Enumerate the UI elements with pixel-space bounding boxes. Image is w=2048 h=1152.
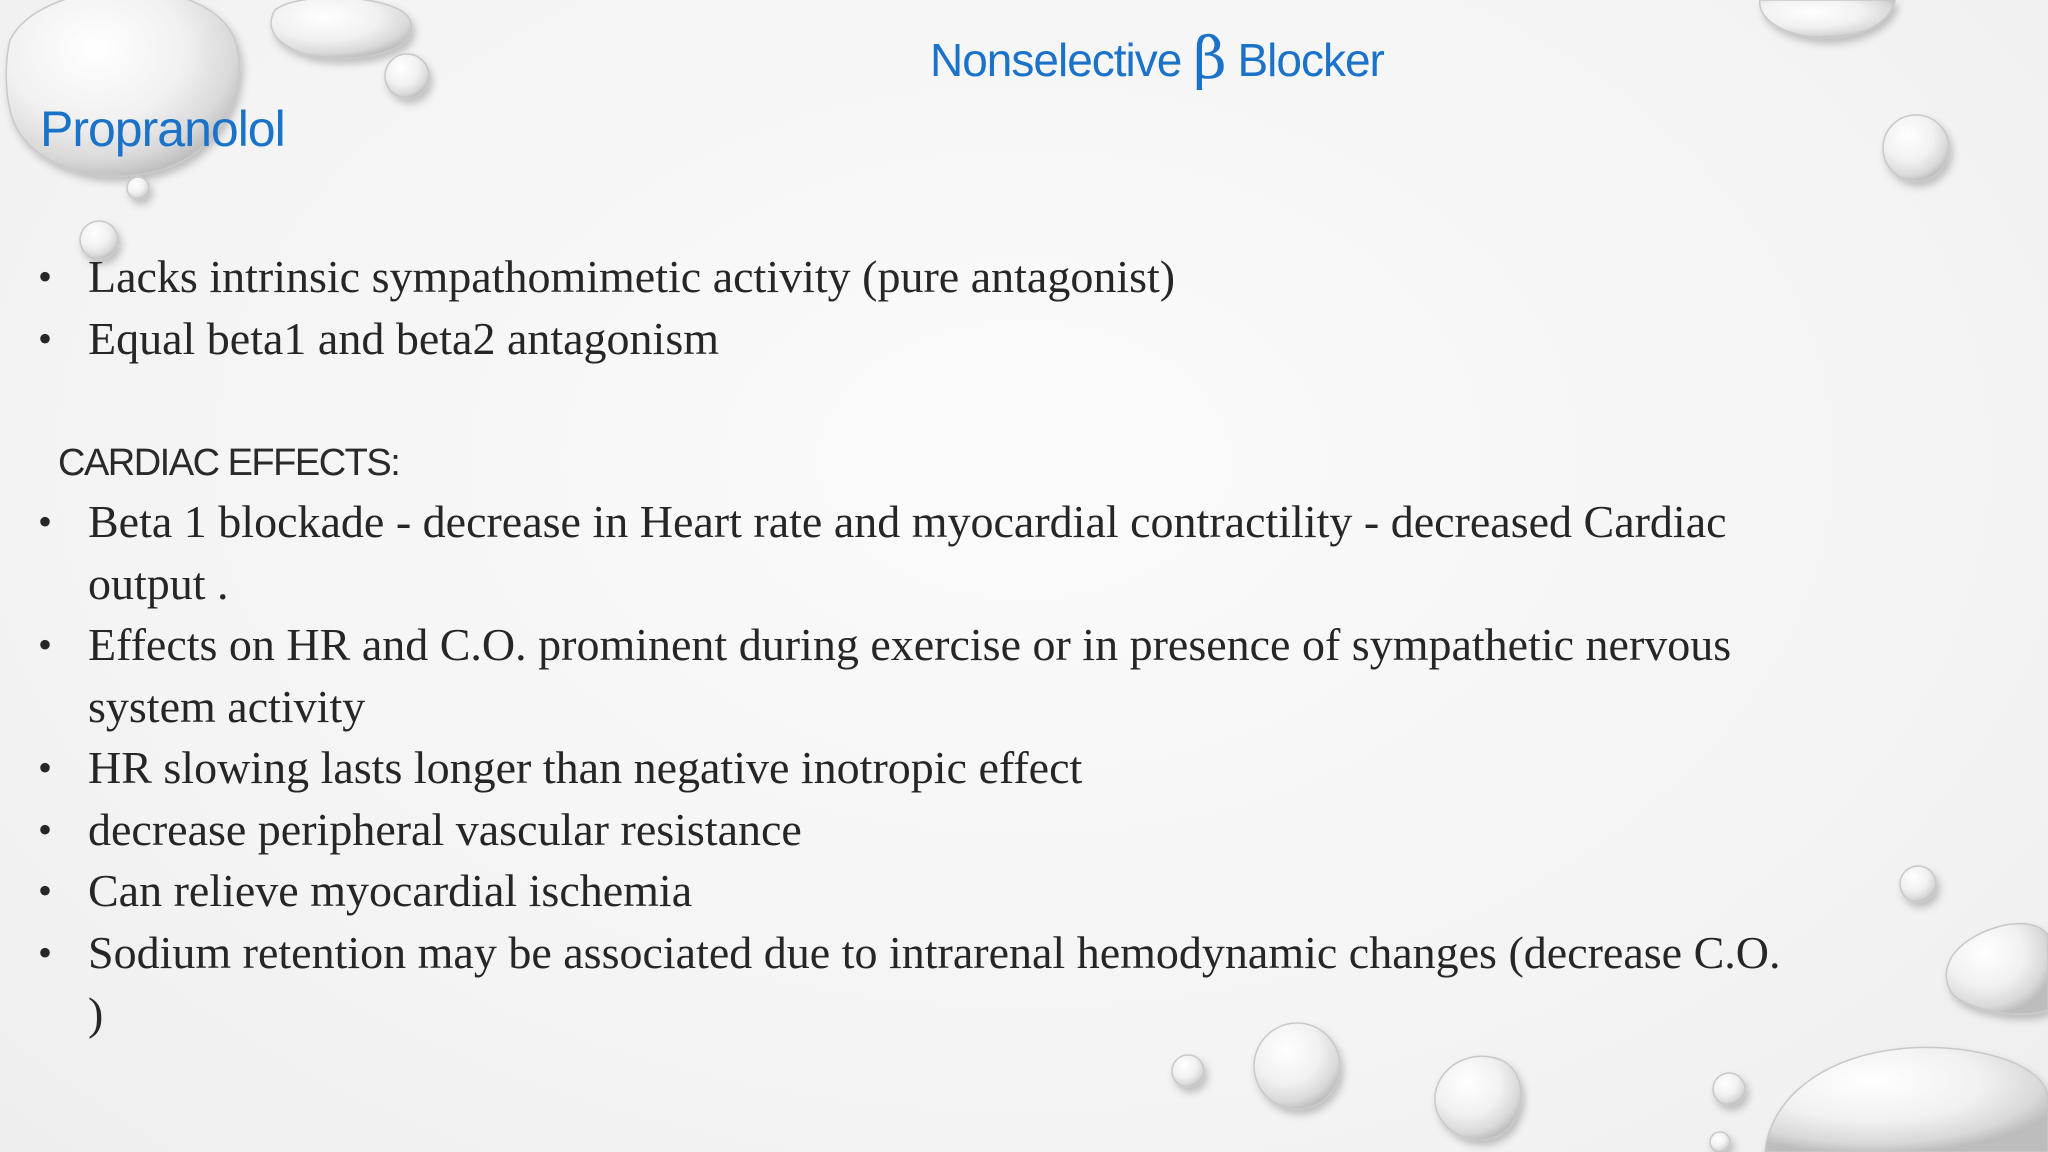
bullet-text: Beta 1 blockade - decrease in Heart rate and myocardial contractility - decreased Cardiac output . (88, 496, 1727, 609)
bullet-icon: • (38, 254, 53, 299)
beta-symbol: β (1193, 24, 1226, 92)
bullet-icon: • (38, 868, 53, 913)
droplet-bottom-right-1 (1946, 924, 2048, 1014)
droplet-small-2 (127, 177, 149, 199)
bullet-text: decrease peripheral vascular resistance (88, 803, 802, 855)
droplet-top-left-2 (271, 0, 411, 58)
bullet-text: Equal beta1 and beta2 antagonism (88, 312, 720, 364)
droplet-right-1 (1883, 115, 1949, 181)
bullet-text: Sodium retention may be associated due to intrarenal hemodynamic changes (decrease C.O. ) (88, 926, 1781, 1039)
droplet-bottom-3 (1713, 1073, 1745, 1105)
bullet-icon: • (38, 622, 53, 667)
slide-title (930, 22, 1384, 90)
droplet-small-1 (385, 54, 429, 98)
bullet-text: HR slowing lasts longer than negative inotropic effect (88, 742, 1083, 793)
cardiac-effects-list (38, 491, 1798, 1045)
bullet-icon: • (38, 499, 53, 544)
droplet-bottom-5 (1435, 1056, 1521, 1140)
droplet-bottom-4 (1710, 1132, 1730, 1152)
bullet-text: Effects on HR and C.O. prominent during exercise or in presence of sympathetic nervous system activity (88, 619, 1732, 732)
list-item (38, 491, 1798, 614)
droplet-top-right (1760, 0, 1895, 38)
droplet-right-2 (1900, 866, 1936, 902)
title-prefix: Nonselective (930, 34, 1182, 86)
title-suffix: Blocker (1237, 34, 1384, 86)
droplet-bottom-7 (1172, 1055, 1204, 1087)
list-item (38, 308, 1798, 370)
list-item (38, 246, 1798, 308)
droplet-bottom-right-2 (1765, 1047, 2048, 1152)
section-heading: CARDIAC EFFECTS: (58, 442, 400, 484)
list-item (38, 860, 1798, 922)
intro-bullet-list (38, 246, 1798, 369)
bullet-icon: • (38, 929, 53, 975)
bullet-icon: • (38, 315, 53, 361)
list-item (38, 922, 1798, 1045)
list-item (38, 737, 1798, 799)
list-item (38, 614, 1798, 737)
bullet-text: Lacks intrinsic sympathomimetic activity (pure antagonist) (88, 251, 1176, 302)
bullet-icon: • (38, 806, 53, 852)
bullet-icon: • (38, 745, 53, 790)
drug-name: Propranolol (40, 101, 285, 157)
list-item (38, 799, 1798, 861)
bullet-text: Can relieve myocardial ischemia (88, 865, 693, 916)
